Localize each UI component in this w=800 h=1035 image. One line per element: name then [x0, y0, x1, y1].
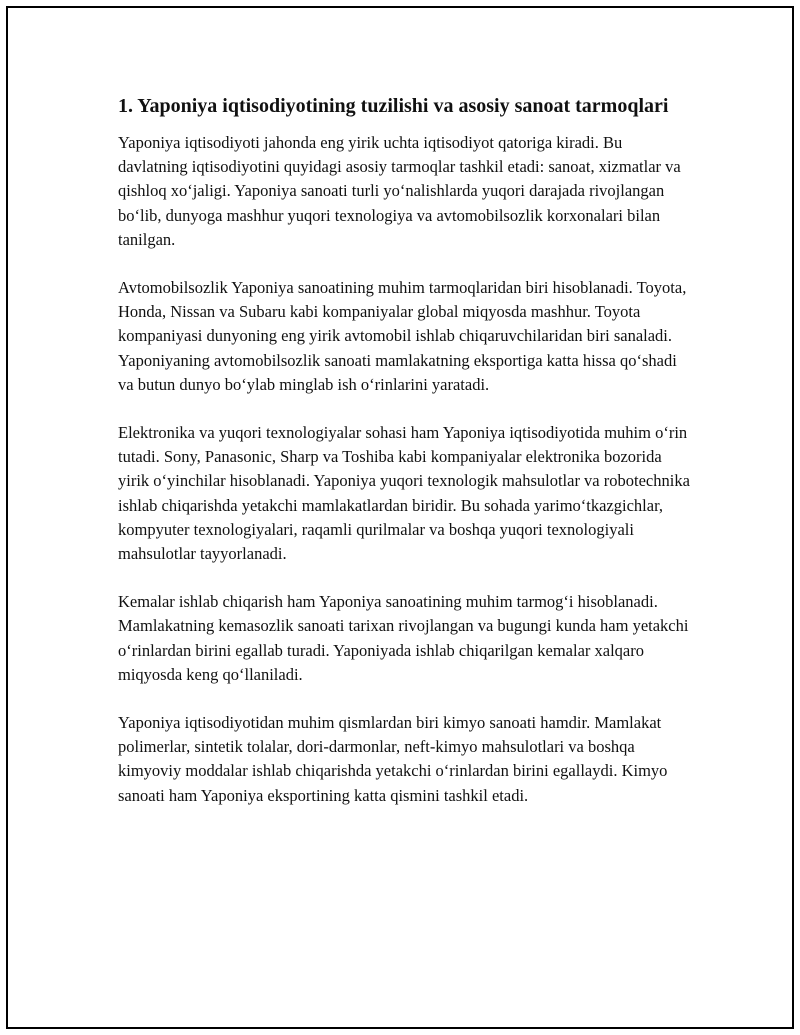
- section-heading: 1. Yaponiya iqtisodiyotining tuzilishi va asosiy sanoat tarmoqlari: [118, 95, 669, 117]
- paragraph-chemical: Yaponiya iqtisodiyotidan muhim qismlardan biri kimyo sanoati hamdir. Mamlakat polimerlar, sintetik tolalar, dori-darmonlar, neft-kimyo mahsulotlari va boshqa kimyoviy moddalar ishlab chiqarishda yetakchi o‘rinlardan birini egallaydi. Kimyo sanoati ham Yaponiya eksportining katta qismini tashkil etadi.: [118, 713, 668, 805]
- document-body: [118, 92, 693, 832]
- paragraph-overview: Yaponiya iqtisodiyoti jahonda eng yirik uchta iqtisodiyot qatoriga kiradi. Bu davlatning iqtisodiyotini quyidagi asosiy tarmoqlar tashkil etadi: sanoat, xizmatlar va qishloq xo‘jaligi. Yaponiya sanoati turli yo‘nalishlarda yuqori darajada rivojlangan bo‘lib, dunyoga mashhur yuqori texnologiya va avtomobilsozlik korxonalari bilan tanilgan.: [118, 133, 681, 249]
- paragraph-automotive: Avtomobilsozlik Yaponiya sanoatining muhim tarmoqlaridan biri hisoblanadi. Toyota, Honda, Nissan va Subaru kabi kompaniyalar global miqyosda mashhur. Toyota kompaniyasi dunyoning eng yirik avtomobil ishlab chiqaruvchilaridan biri sanaladi. Yaponiyaning avtomobilsozlik sanoati mamlakatning eksportiga katta hissa qo‘shadi va butun dunyo bo‘ylab minglab ish o‘rinlarini yaratadi.: [118, 278, 687, 394]
- paragraph-shipbuilding: Kemalar ishlab chiqarish ham Yaponiya sanoatining muhim tarmog‘i hisoblanadi. Mamlakatning kemasozlik sanoati tarixan rivojlangan va bugungi kunda ham yetakchi o‘rinlardan birini egallab turadi. Yaponiyada ishlab chiqarilgan kemalar xalqaro miqyosda keng qo‘llaniladi.: [118, 592, 689, 684]
- paragraph-electronics: Elektronika va yuqori texnologiyalar sohasi ham Yaponiya iqtisodiyotida muhim o‘rin tutadi. Sony, Panasonic, Sharp va Toshiba kabi kompaniyalar elektronika bozorida yirik o‘yinchilar hisoblanadi. Yaponiya yuqori texnologik mahsulotlar va robotechnika ishlab chiqarishda yetakchi mamlakatlardan biridir. Bu sohada yarimo‘tkazgichlar, kompyuter texnologiyalari, raqamli qurilmalar va boshqa yuqori texnologiyali mahsulotlar tayyorlanadi.: [118, 423, 690, 564]
